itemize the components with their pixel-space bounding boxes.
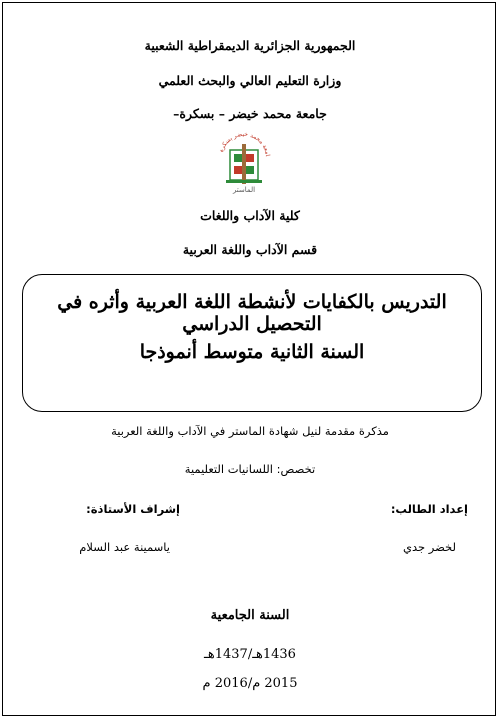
thesis-title: التدريس بالكفايات لأنشطة اللغة العربية وأثره في التحصيل الدراسي (57, 291, 447, 335)
gregorian-year: 2015 م/2016 م (202, 676, 298, 691)
supervisor-name: ياسمينة عبد السلام (79, 540, 170, 554)
student-label: إعداد الطالب: (390, 502, 468, 516)
thesis-subtitle: السنة الثانية متوسط أنموذجا (139, 341, 365, 363)
hijri-year: 1436هـ/1437هـ (204, 647, 296, 662)
republic-heading: الجمهورية الجزائرية الديمقراطية الشعبية (144, 38, 356, 53)
university-logo (209, 128, 279, 196)
university-heading: جامعة محمد خيضر – بسكرة– (173, 106, 327, 121)
supervisor-label: إشراف الأستاذة: (86, 502, 180, 516)
student-name: لخضر جدي (402, 540, 456, 554)
svg-text:جامعة محمد خيضر بسكرة (209, 128, 271, 157)
logo-ring-text: امعة محمد خيضر بسكرة (217, 130, 271, 157)
department-heading: قسم الآداب واللغة العربية (182, 242, 318, 257)
specialty: تخصص: اللسانيات التعليمية (184, 462, 316, 476)
title-box (22, 274, 482, 412)
academic-year-label: السنة الجامعية (210, 608, 290, 623)
thesis-purpose: مذكرة مقدمة لنيل شهادة الماستر في الآداب واللغة العربية (111, 424, 389, 438)
logo-caption: الماستر (232, 186, 256, 194)
ministry-heading: وزارة التعليم العالي والبحث العلمي (158, 73, 342, 88)
faculty-heading: كلية الآداب واللغات (200, 208, 300, 223)
